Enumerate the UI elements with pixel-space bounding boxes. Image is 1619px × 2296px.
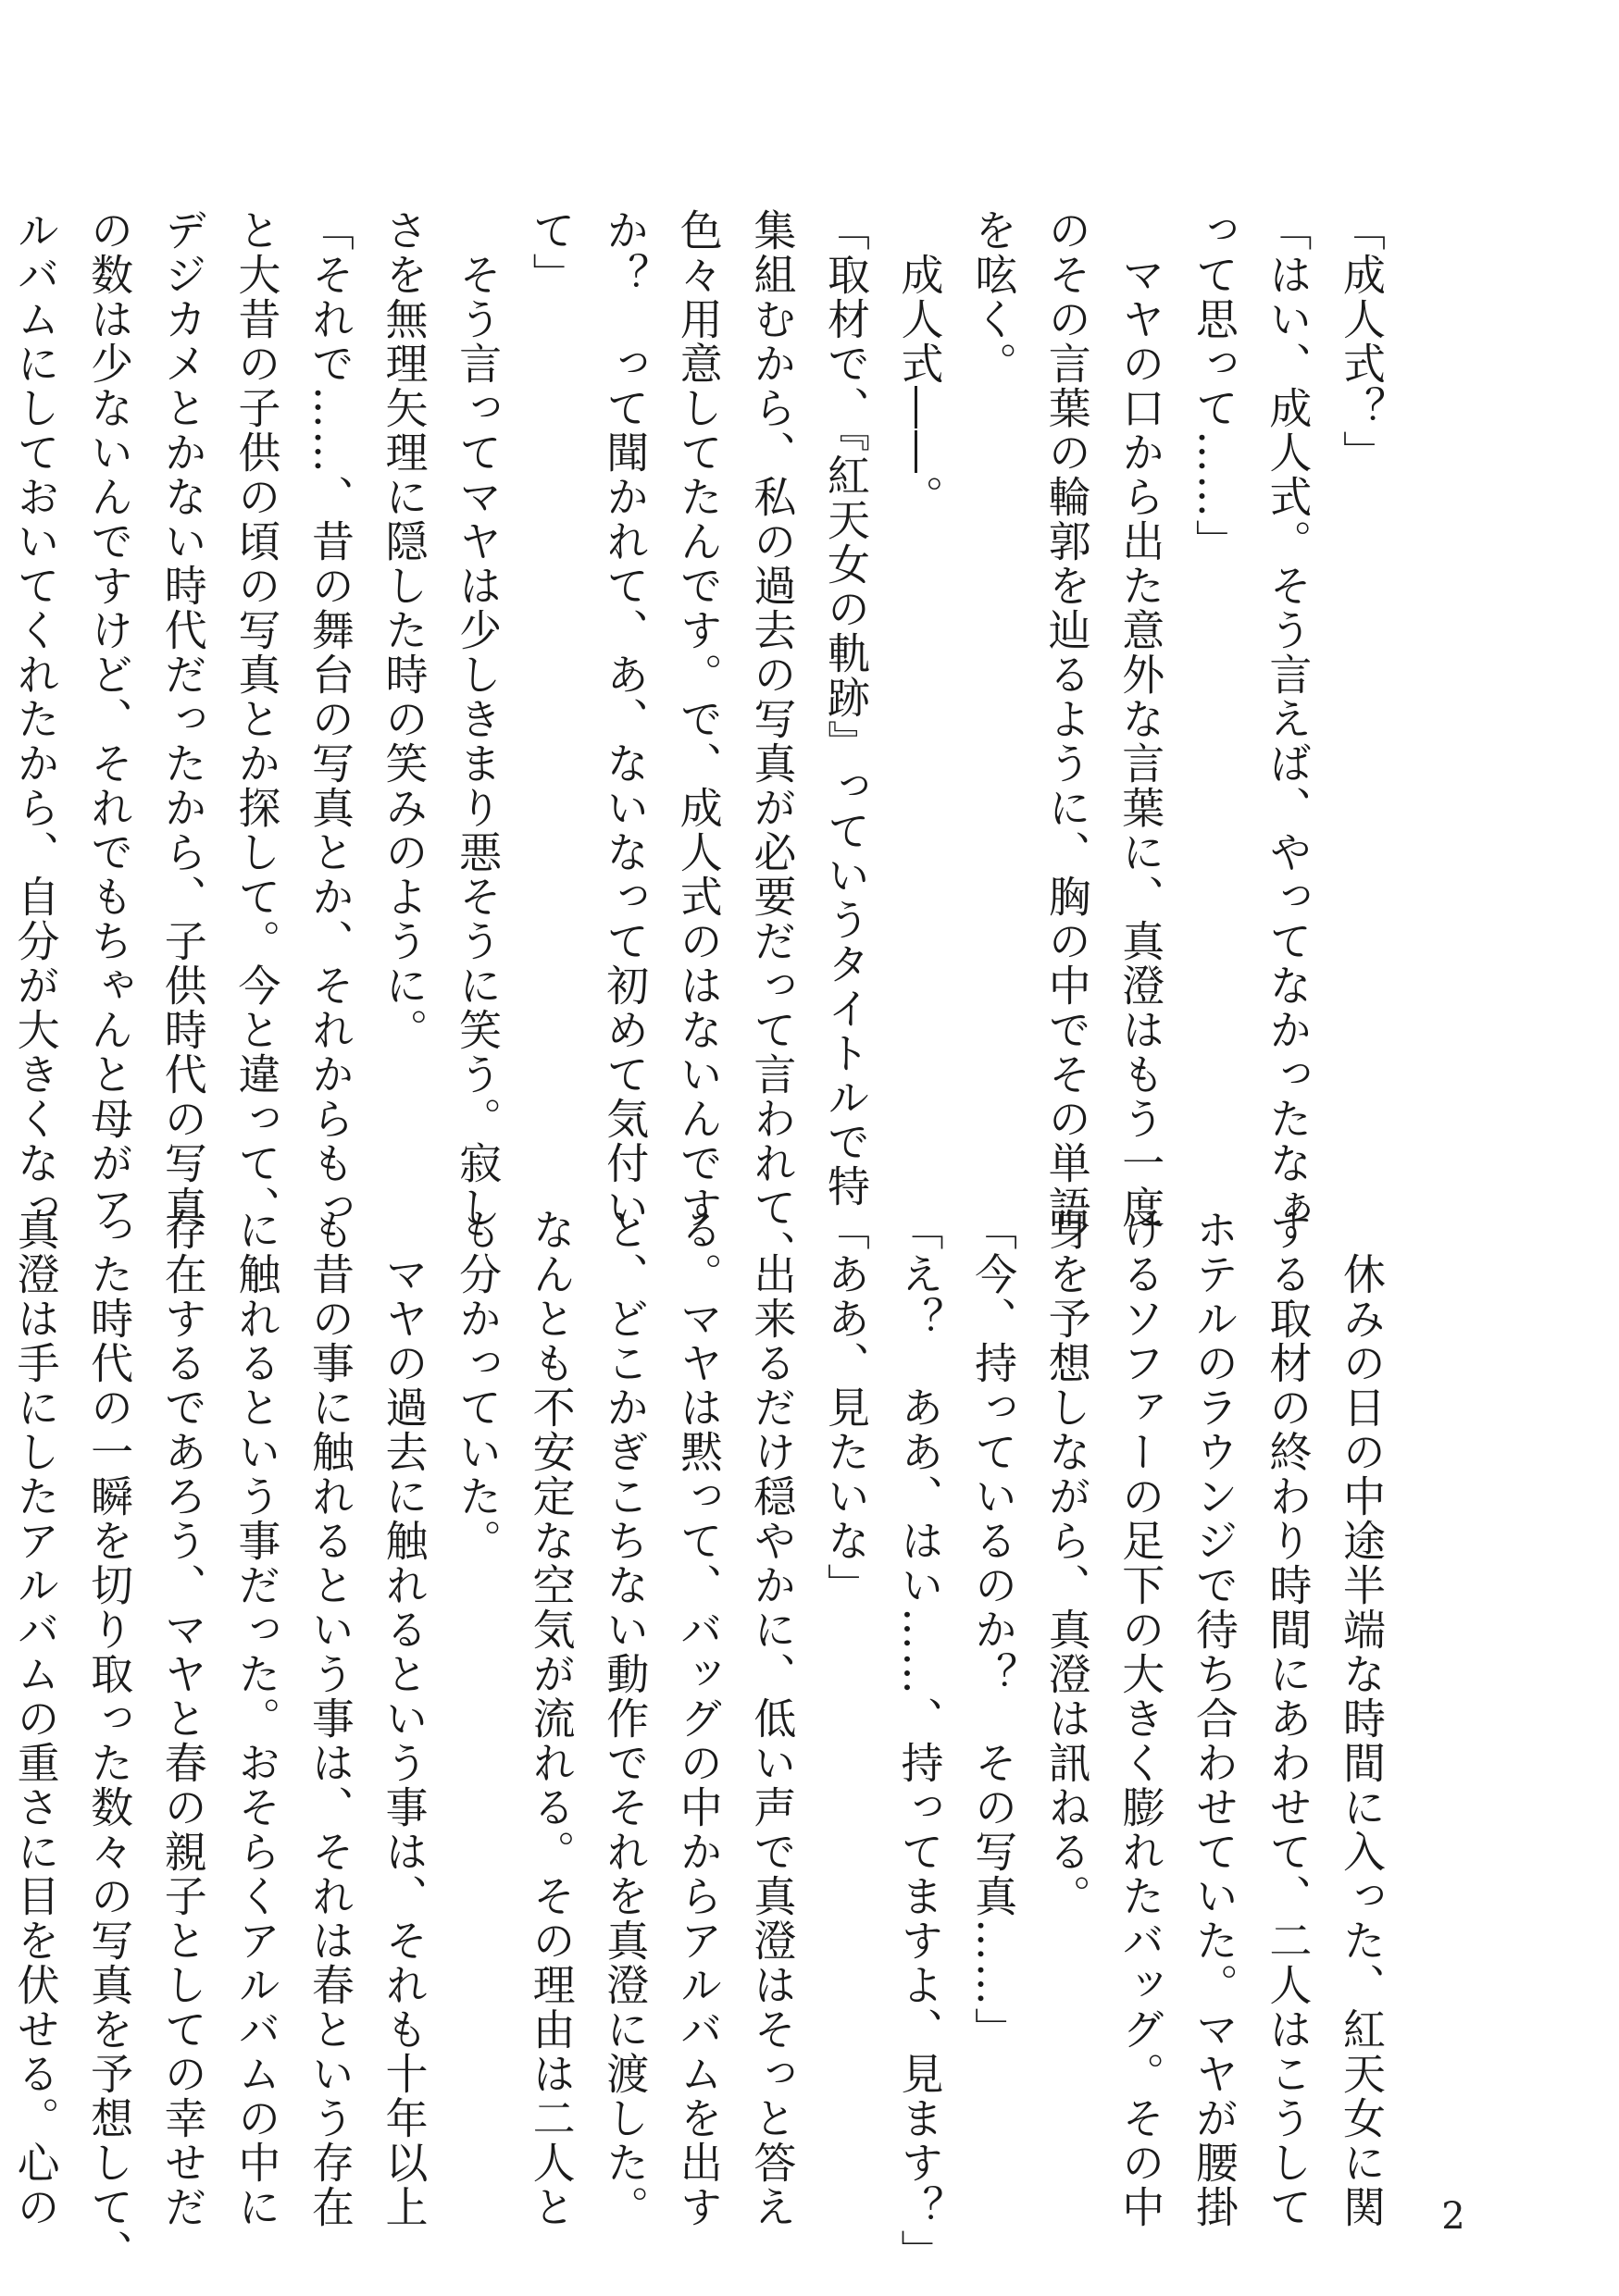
bottom-text-line: る。マヤは黙って、バッグの中からアルバムを出す <box>673 1208 724 2229</box>
bottom-text-line: する取材の終わり時間にあわせて、二人はこうして <box>1263 1208 1314 2229</box>
top-text-line: 色々用意してたんです。で、成人式のはないんです <box>673 208 724 1230</box>
bottom-text-line: と、どこかぎこちない動作でそれを真澄に渡した。 <box>600 1208 651 2229</box>
bottom-text-line: 「ああ、見たいな」 <box>820 1208 871 1607</box>
bottom-text-line: 「今、持っているのか？ その写真……」 <box>968 1208 1019 2052</box>
top-text-line: 「成人式？」 <box>1337 208 1387 475</box>
bottom-text-line: も昔の事に触れるという事は、それは春という存在 <box>305 1208 355 2229</box>
top-text-line: 「それで……、昔の舞台の写真とか、それからもっ <box>305 208 355 1230</box>
top-text-line: 成人式――。 <box>894 208 945 519</box>
top-text-line: のその言葉の輪郭を辿るように、胸の中でその単語 <box>1041 208 1092 1230</box>
top-text-line: 集組むから、私の過去の写真が必要だって言われて、 <box>747 208 798 1274</box>
bottom-text-line: なんとも不安定な空気が流れる。その理由は二人と <box>526 1208 577 2229</box>
bottom-text-line: 身を予想しながら、真澄は訊ねる。 <box>1041 1208 1092 1918</box>
bottom-text-line: った時代の一瞬を切り取った数々の写真を予想して、 <box>84 1208 135 2274</box>
top-text-line: マヤの口から出た意外な言葉に、真澄はもう一度 <box>1115 208 1166 1230</box>
bottom-text-line: に触れるという事だった。おそらくアルバムの中に <box>231 1208 282 2229</box>
bottom-text-line: けるソファーの足下の大きく膨れたバッグ。その中 <box>1115 1208 1166 2229</box>
bottom-text-line: ホテルのラウンジで待ち合わせていた。マヤが腰掛 <box>1189 1208 1239 2229</box>
top-text-line: デジカメとかない時代だったから、子供時代の写真 <box>157 208 208 1230</box>
top-text-line: ルバムにしておいてくれたから、自分が大きくなっ <box>10 208 61 1230</box>
top-text-line: そう言ってマヤは少しきまり悪そうに笑う。寂し <box>453 208 504 1230</box>
top-text-line: 「取材で、『紅天女の軌跡』っていうタイトルで特 <box>820 208 871 1209</box>
bottom-text-line: も分かっていた。 <box>453 1208 504 1563</box>
top-text-line: の数は少ないんですけど、それでもちゃんと母がア <box>84 208 135 1230</box>
bottom-text-line: 「え？ ああ、はい……、持ってますよ、見ます？」 <box>894 1208 945 2274</box>
top-text-block <box>10 208 1398 1274</box>
bottom-text-line: マヤの過去に触れるという事は、それも十年以上 <box>379 1208 430 2229</box>
top-text-line: を呟く。 <box>968 208 1019 386</box>
bottom-text-line: 休みの日の中途半端な時間に入った、紅天女に関 <box>1337 1208 1387 2229</box>
top-text-line: 「はい、成人式。そう言えば、やってなかったなぁ <box>1263 208 1314 1230</box>
bottom-text-line: 真澄は手にしたアルバムの重さに目を伏せる。心の <box>10 1208 61 2229</box>
top-text-line: と大昔の子供の頃の写真とか探して。今と違って、 <box>231 208 282 1230</box>
top-text-line: さを無理矢理に隠した時の笑みのように。 <box>379 208 430 1052</box>
bottom-text-line: 出来るだけ穏やかに、低い声で真澄はそっと答え <box>747 1208 798 2229</box>
bottom-text-block <box>10 1208 1398 2274</box>
top-text-line: て」 <box>526 208 577 297</box>
top-text-line: か？ って聞かれて、あ、ないなって初めて気付い <box>600 208 651 1230</box>
page-number: 2 <box>1441 2195 1465 2238</box>
top-text-line: って思って……」 <box>1189 208 1239 564</box>
bottom-text-line: 存在するであろう、マヤと春の親子としての幸せだ <box>157 1208 208 2229</box>
